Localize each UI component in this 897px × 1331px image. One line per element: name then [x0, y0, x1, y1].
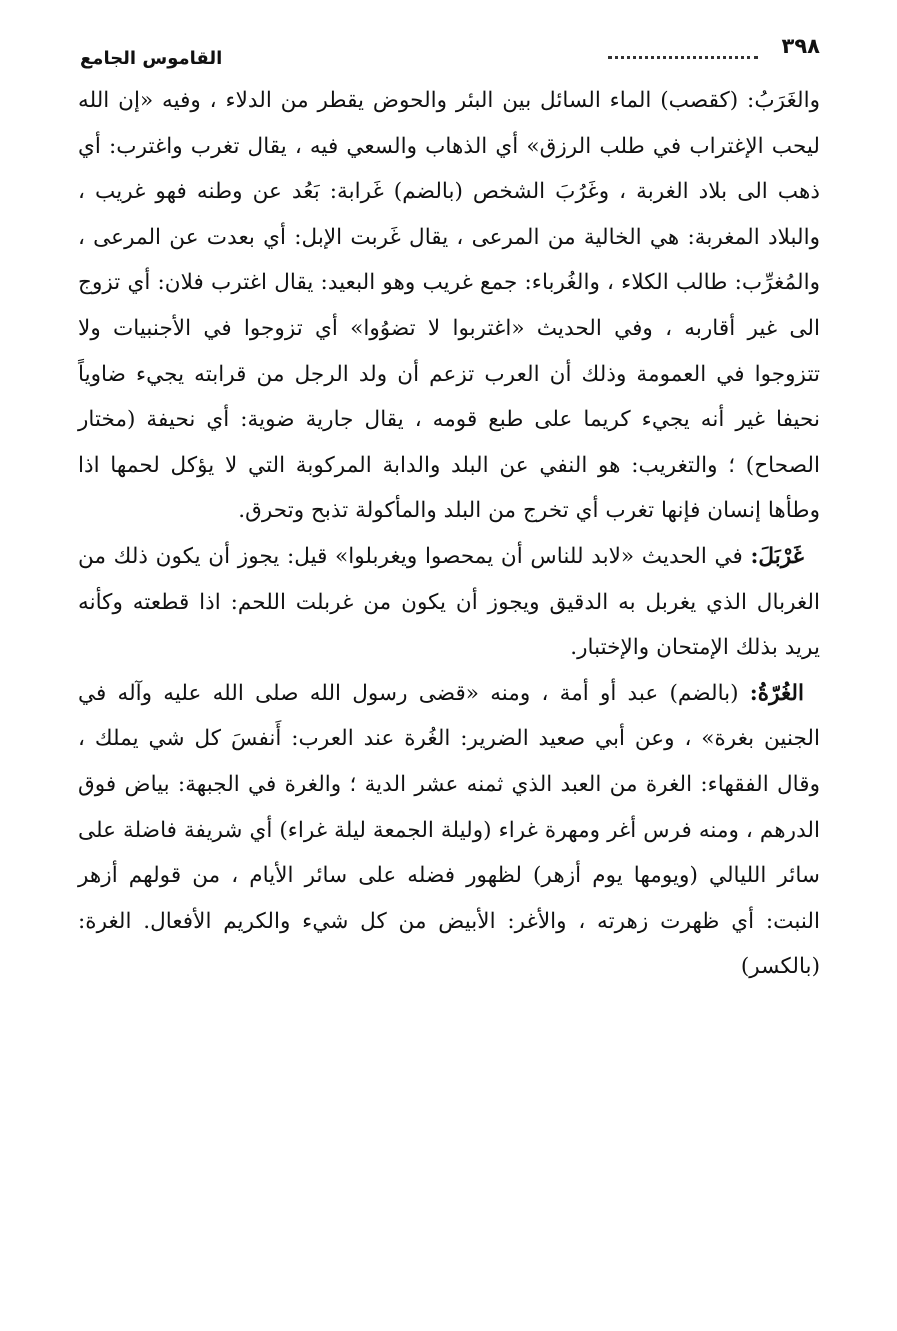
entry-headword: غَرْبَلَ:	[750, 543, 804, 569]
running-title: القاموس الجامع	[80, 48, 223, 69]
dictionary-entry	[78, 534, 820, 671]
dictionary-body	[78, 78, 820, 990]
page-header	[78, 30, 820, 78]
page-number: ٣٩٨	[781, 34, 820, 58]
entry-text: في الحديث «لابد للناس أن يمحصوا ويغربلوا» قيل: يجوز أن يكون ذلك من الغربال الذي يغربل به الدقيق ويجوز أن يكون من غربلت اللحم: اذا قطعته وكأنه يريد بذلك الإمتحان والإختبار.	[78, 543, 820, 661]
dictionary-entry	[78, 671, 820, 990]
dictionary-entry	[78, 78, 820, 534]
entry-headword: الغُرّةُ:	[749, 680, 804, 706]
entry-text: والغَرَبُ: (كقصب) الماء السائل بين البئر والحوض يقطر من الدلاء ، وفيه «إن الله ليحب الإغتراب في طلب الرزق» أي الذهاب والسعي فيه ، يقال تغرب واغترب: أي ذهب الى بلاد الغربة ، وغَرُبَ الشخص (بالضم) غَرابة: بَعُد عن وطنه فهو غريب ، والبلاد المغربة: هي الخالية من المرعى ، يقال غَربت الإبل: أي بعدت عن المرعى ، والمُغرِّب: طالب الكلاء ، والغُرباء: جمع غريب وهو البعيد: يقال اغترب فلان: أي تزوج الى غير أقاربه ، وفي الحديث «اغتربوا لا تضوُوا» أي تزوجوا في الأجنبيات ولا تتزوجوا في العمومة وذلك أن العرب تزعم أن ولد الرجل من قرابته يجيء ضاوياً نحيفا غير أنه يجيء كريما على طبع قومه ، يقال جارية ضوية: أي نحيفة (مختار الصحاح) ؛ والتغريب: هو النفي عن البلد والدابة المركوبة التي لا يؤكل لحمها اذا وطأها إنسان فإنها تغرب أي تخرج من البلد والمأكولة تذبح وتحرق.	[78, 88, 820, 524]
entry-text: (بالضم) عبد أو أمة ، ومنه «قضى رسول الله صلى الله عليه وآله في الجنين بغرة» ، وعن أبي صعيد الضرير: الغُرة عند العرب: أَنفسَ كل شي يملك ، وقال الفقهاء: الغرة من العبد الذي ثمنه عشر الدية ؛ والغرة في الجبهة: بياض فوق الدرهم ، ومنه فرس أغر ومهرة غراء (وليلة الجمعة ليلة غراء) أي شريفة فاضلة على سائر الليالي (ويومها يوم أزهر) لظهور فضله على سائر الأيام ، من قولهم أزهر النبت: أي ظهرت زهرته ، والأغر: الأبيض من كل شيء والكريم الأفعال. الغرة: (بالكسر)	[78, 680, 820, 980]
book-page	[78, 30, 820, 1300]
header-dotted-leader	[608, 44, 758, 59]
